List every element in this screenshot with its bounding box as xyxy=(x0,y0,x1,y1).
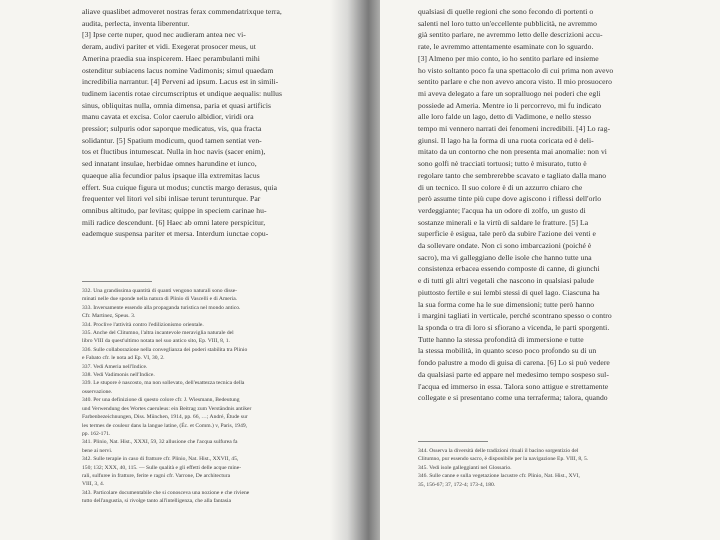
footnote: Farbenbezeichnungen, Diss. München, 1914, pp. 66, …; André, Étude sur xyxy=(82,414,248,421)
body-line: sacro), ma vi galleggiano delle isole che hanno tutte una xyxy=(418,252,592,262)
body-line: e di tutti gli altri vegetali che nascono in qualsiasi palude xyxy=(418,276,594,286)
body-line: deram, audivi pariter et vidi. Exegerat prosocer meus, ut xyxy=(82,42,256,52)
right-page xyxy=(380,0,720,540)
body-line: sinus, obliquitas nulla, omnia dimensa, paria et quasi artificis xyxy=(82,100,271,110)
body-line: Tutte hanno la stessa profondità di immersione e tutte xyxy=(418,334,584,344)
footnote: 335. Anche del Clitumno, l'altra incantevole meraviglia naturale del xyxy=(82,330,234,337)
body-line: aliave quaslibet admoveret nostras ferax commendatrixque terra, xyxy=(82,7,282,16)
body-line: consistenza erbacea essendo composte di canne, di giunchi xyxy=(418,264,600,274)
footnote: e Fabato cfr. le nota ad Ep. VI, 30, 2. xyxy=(82,355,165,362)
footnote: VIII, 3, 4. xyxy=(82,481,105,488)
footnote: bene ai nervi. xyxy=(82,447,113,454)
body-line: tudinem iacentis rotae circumscriptus et undique aequalis: nullus xyxy=(82,88,283,98)
body-line: [3] Almeno per mio conto, io ho sentito parlare ed insieme xyxy=(418,53,599,63)
body-line: salenti nel loro tutto un'eccellente pubblicità, ne avremmo xyxy=(418,18,597,28)
footnote: 340. Per una definizione di questo colore cfr. J. Wiesmann, Bedeutung xyxy=(82,397,240,404)
body-line: quaeque alia fecundior palus ipsaque illa extremitas lacus xyxy=(82,170,260,180)
body-line: da sollevare ondate. Non ci sono imbarcazioni (poiché è xyxy=(418,241,592,251)
footnote: 338. Vedi Vadimonis nell'Indice. xyxy=(82,372,155,379)
body-line: sono golfi nè tracciati tortuosi; tutto è misurato, tutto è xyxy=(418,159,587,169)
footnote: 339. Le stupore è nascosto, ma non sollevato, dell'esattezza tecnica della xyxy=(82,380,245,387)
body-line: verdeggiante; l'acqua ha un odore di zolfo, un gusto di xyxy=(418,205,586,215)
footnote: les termes de couleur dans la langue latine, (Éc. et Comm.) v, Paris, 1949, xyxy=(82,422,248,429)
footnote: 332. Una grandissima quantità di quanti vengono naturali sono disse- xyxy=(82,288,238,294)
footnote: Clitumno, pur essendo sacro, è disponibile per la navigazione Ep. VIII, 8, 5. xyxy=(418,456,589,463)
body-line: effert. Sua cuique figura ut modus; cunctis margo derasus, quia xyxy=(82,182,277,192)
italian-text-block xyxy=(418,6,680,404)
footnote: 150; 132; XXX, 40, 115. — Sulle qualità e gli effetti delle acque mine- xyxy=(82,464,242,471)
body-line: [3] Ipse certe nuper, quod nec audieram antea nec vi- xyxy=(82,30,246,40)
body-line: la sua forma come ha le sue dimensioni; tutte però hanno xyxy=(418,299,595,309)
body-line: Amerina praedia sua inspicerem. Haec perambulanti mihi xyxy=(82,53,260,63)
footnote: minati nelle due sponde nella natura di Plinio di Vascelli e di Ameria. xyxy=(82,296,238,303)
footnote: pp. 162-171. xyxy=(82,430,111,437)
latin-text-block xyxy=(82,6,328,240)
body-line: regolare tanto che sembrerebbe scavato e tagliato dalla mano xyxy=(418,170,607,180)
footnotes-block xyxy=(418,438,680,489)
footnote: Cfr. Martinez, Speus. 3. xyxy=(82,313,136,320)
body-line: manu cavata et excisa. Color caerulo albidior, viridi ora xyxy=(82,112,254,122)
footnote: tutto dell'angustia, si rivolge tanto all'intelligenza, che alla fantasia xyxy=(82,498,231,505)
body-line: solidantur. [5] Spatium modicum, quod tamen sentiat ven- xyxy=(82,135,262,145)
body-line: sostanze minerali e la virtù di saldare le fratture. [5] La xyxy=(418,217,589,227)
body-line: possiede ad Ameria. Mentre io li percorrevo, mi fu indicato xyxy=(418,100,602,110)
body-line: collegate e si presentano come una terraferma; talora, quando xyxy=(418,393,608,403)
body-line: mitato da un contorno che non presenta mai anomalie: non vi xyxy=(418,147,607,157)
footnote: 337. Vedi Ameria nell'Indice. xyxy=(82,363,148,370)
footnote: 35, 156-67; 37, 172-4; 173-4, 180. xyxy=(418,481,496,488)
body-line: da qualsiasi parte ed appare nel medesimo tempo sospeso sul- xyxy=(418,369,609,379)
body-line: mili radice descendunt. [6] Haec ab omni latere perspicitur, xyxy=(82,217,266,227)
body-line: tempo mi vennero narrati dei fenomeni incredibili. [4] Lo rag- xyxy=(418,124,611,134)
body-line: tos et fluctibus intumescat. Nulla in hoc navis (sacer enim), xyxy=(82,147,266,157)
body-line: ho visto soltanto poco fa una spettacolo di cui prima non avevo xyxy=(418,65,614,75)
body-line: di un tecnico. Il suo colore è di un azzurro chiaro che xyxy=(418,182,583,192)
footnote: 336. Sulle collaborazione nella conveglianza dei poderi stabilita tra Plinio xyxy=(82,346,248,353)
body-line: rate, le avremmo attentamente esaminate con lo sguardo. xyxy=(418,42,594,52)
body-line: fondo palustre a modo di guisa di carena. [6] Lo si può vedere xyxy=(418,358,610,368)
body-line: sentito parlare e che non avevo ancora visto. Il mio prosuocero xyxy=(418,77,612,87)
body-line: eademque suspensa pariter et mersa. Interdum iunctae copu- xyxy=(82,229,269,239)
footnote: und Verwendung des Wortes caeruleus: ein Beitrag zum Verständnis antiker xyxy=(82,405,252,412)
footnote: 343. Particolare documentabile che si conosceva una nozione e che riviene xyxy=(82,489,250,496)
body-line: sed innatant insulae, herbidae omnes harundine et iunco, xyxy=(82,159,257,169)
footnote: 342. Sulle terapie in caso di fratture cfr. Plinio, Nat. Hist., XXVII, 45, xyxy=(82,456,239,463)
body-line: la sponda o tra di loro si sfiorano a vicenda, le parti sporgenti. xyxy=(418,322,610,332)
body-line: incredibilia narrantur. [4] Perveni ad ipsum. Lacus est in simili- xyxy=(82,77,279,87)
body-line: audita, perlecta, inventa liberentur. xyxy=(82,18,190,28)
body-line: già sentito parlare, ne avremmo letto delle descrizioni accu- xyxy=(418,30,603,40)
footnote: 341. Plinio, Nat. Hist., XXXI, 59, 32 allusione che l'acqua sulfurea fa xyxy=(82,439,238,446)
body-line: però assume tinte più cupe dove agiscono i riflessi dell'orlo xyxy=(418,194,602,204)
body-line: mi aveva delegato a fare un sopralluogo nei poderi che egli xyxy=(418,88,601,98)
footnote: 345. Vedi isole galleggianti nel Glossario. xyxy=(418,464,512,471)
footnote: 344. Osserva la diversità delle tradizioni rituali il bacino sorgentizio del xyxy=(418,448,579,454)
body-line: l'acqua ed immerso in essa. Talora sono attigue e strettamente xyxy=(418,381,609,391)
footnote: 334. Proclive l'attività contro l'edilizionismo orientale. xyxy=(82,321,204,328)
body-line: giunsi. Il lago ha la forma di una ruota coricata ed è deli- xyxy=(418,135,594,145)
body-line: qualsiasi di quelle regioni che sono fecondo di portenti o xyxy=(418,7,594,16)
footnote: 346. Sulle canne e sulla vegetazione lacustre cfr. Plinio, Nat. Hist., XVI, xyxy=(418,473,580,480)
body-line: alle loro falde un lago, detto di Vadimone, e nello stesso xyxy=(418,112,592,122)
body-line: frequenter vel litori vel sibi inlisae terunt terunturque. Par xyxy=(82,194,261,204)
body-line: ostenditur subiacens lacus nomine Vadimonis; simul quaedam xyxy=(82,65,274,75)
body-line: i margini tagliati in verticale, perché scontrano spesso o contro xyxy=(418,311,612,321)
footnotes-block xyxy=(82,278,328,506)
footnote-rule xyxy=(82,281,152,282)
footnote-rule xyxy=(418,441,488,442)
body-line: pressior; sulpuris odor saporque medicatus, vis, qua fracta xyxy=(82,124,262,134)
body-line: superficie è esigua, tale però da subire l'azione dei venti e xyxy=(418,229,596,239)
footnote: libro VIII da quest'ultimo notata nel suo antico sito, Ep. VIII, 8, 1. xyxy=(82,338,230,345)
body-line: omnibus altitudo, par levitas; quippe in speciem carinae hu- xyxy=(82,205,267,215)
footnote: 333. Inversamente essendo alla propaganda turistica nel mondo antico. xyxy=(82,304,241,311)
left-page xyxy=(0,0,340,540)
footnote: rali, sulfuree in fratture, ferite e ragni cfr. Varrone, De architectura xyxy=(82,472,231,479)
body-line: la stessa mobilità, in quanto sceso poco profondo su di un xyxy=(418,346,597,356)
body-line: piuttosto fertile e sui lembi stessi di quel lago. Ciascuna ha xyxy=(418,287,600,297)
footnote: osservazione. xyxy=(82,388,113,395)
